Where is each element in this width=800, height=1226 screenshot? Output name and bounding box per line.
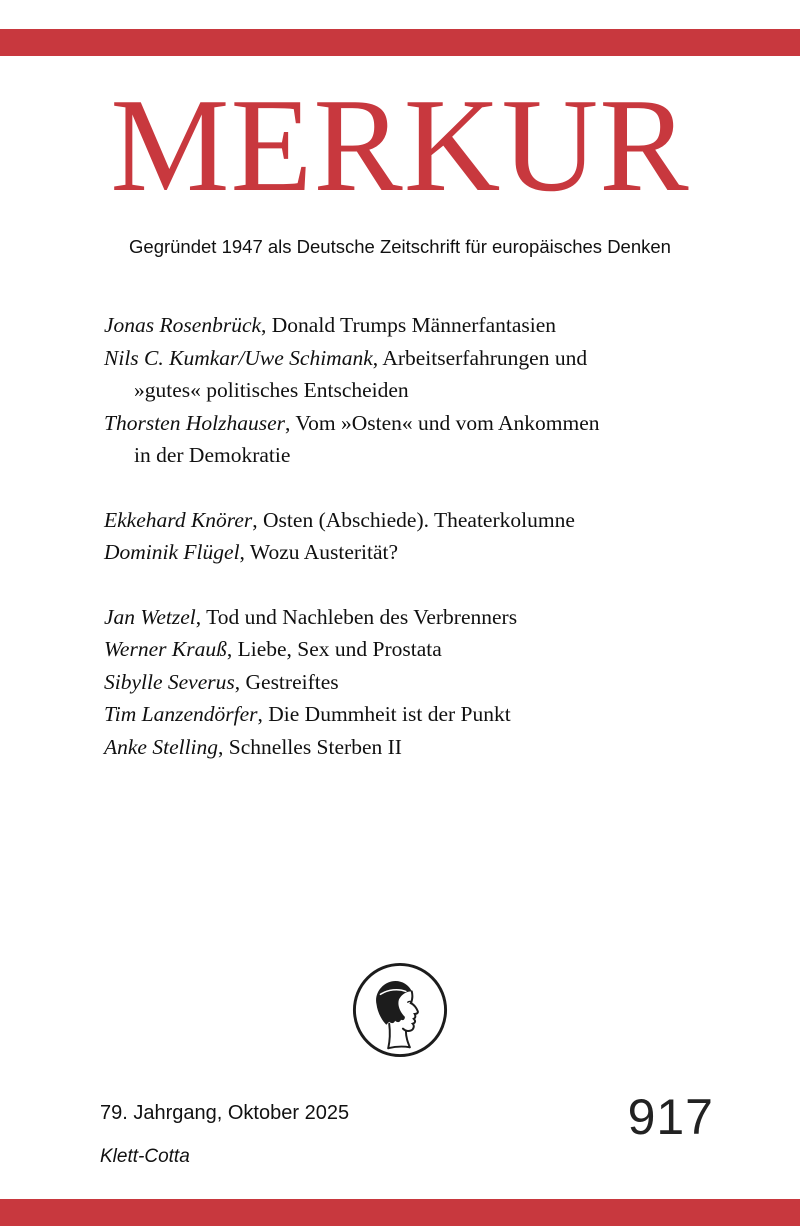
toc-entry (104, 536, 700, 569)
toc-entry (104, 601, 700, 634)
toc-line (104, 309, 700, 342)
toc-entry (104, 407, 700, 472)
toc-line (104, 698, 700, 731)
toc-continuation: »gutes« politisches Entscheiden (134, 378, 409, 402)
bottom-red-bar (0, 1199, 800, 1226)
toc-line (104, 601, 700, 634)
toc-author: Sibylle Severus (104, 669, 235, 694)
toc-author: Nils C. Kumkar/Uwe Schimank (104, 345, 373, 370)
issue-number: 917 (627, 1089, 714, 1145)
toc-line (104, 407, 700, 440)
toc-title: , Wozu Austerität? (239, 540, 399, 564)
toc-entry (104, 666, 700, 699)
table-of-contents (104, 309, 700, 763)
toc-title: , Gestreiftes (234, 669, 339, 694)
toc-entry (104, 698, 700, 731)
mercury-head-icon (351, 961, 449, 1059)
toc-title: , Liebe, Sex und Prostata (226, 637, 442, 661)
toc-line (104, 633, 700, 666)
edition-line: 79. Jahrgang, Oktober 2025 (100, 1102, 350, 1124)
toc-title: , Donald Trumps Männerfantasien (261, 313, 557, 337)
toc-continuation: in der Demokratie (134, 443, 291, 467)
toc-author: Jan Wetzel (104, 604, 196, 629)
toc-author: Tim Lanzendörfer (104, 702, 258, 726)
toc-author: Thorsten Holzhauser (104, 410, 285, 435)
masthead-subtitle: Gegründet 1947 als Deutsche Zeitschrift für europäisches Denken (129, 236, 671, 257)
toc-title: , Osten (Abschiede). Theaterkolumne (252, 507, 575, 532)
toc-line (104, 342, 700, 375)
toc-entry (104, 633, 700, 666)
toc-line (104, 666, 700, 699)
toc-author: Werner Krauß (104, 637, 227, 661)
toc-title: , Vom »Osten« und vom Ankommen (284, 410, 600, 435)
toc-line (104, 536, 700, 569)
toc-entry (104, 342, 700, 407)
toc-title: , Arbeitserfahrungen und (372, 345, 588, 370)
toc-entry (104, 504, 700, 537)
toc-author: Dominik Flügel (104, 540, 240, 564)
toc-entry (104, 309, 700, 342)
toc-title: , Tod und Nachleben des Verbrenners (195, 604, 518, 629)
toc-entry (104, 731, 700, 764)
toc-author: Jonas Rosenbrück (104, 313, 262, 337)
masthead-title: MERKUR (110, 71, 690, 219)
mercury-head-logo (351, 961, 449, 1059)
toc-author: Anke Stelling (104, 734, 219, 759)
publisher-name: Klett-Cotta (100, 1146, 190, 1167)
top-red-bar (0, 29, 800, 56)
toc-title: , Die Dummheit ist der Punkt (257, 702, 511, 726)
toc-line (104, 504, 700, 537)
toc-author: Ekkehard Knörer (104, 507, 253, 532)
toc-title: , Schnelles Sterben II (218, 734, 402, 759)
toc-line (104, 731, 700, 764)
